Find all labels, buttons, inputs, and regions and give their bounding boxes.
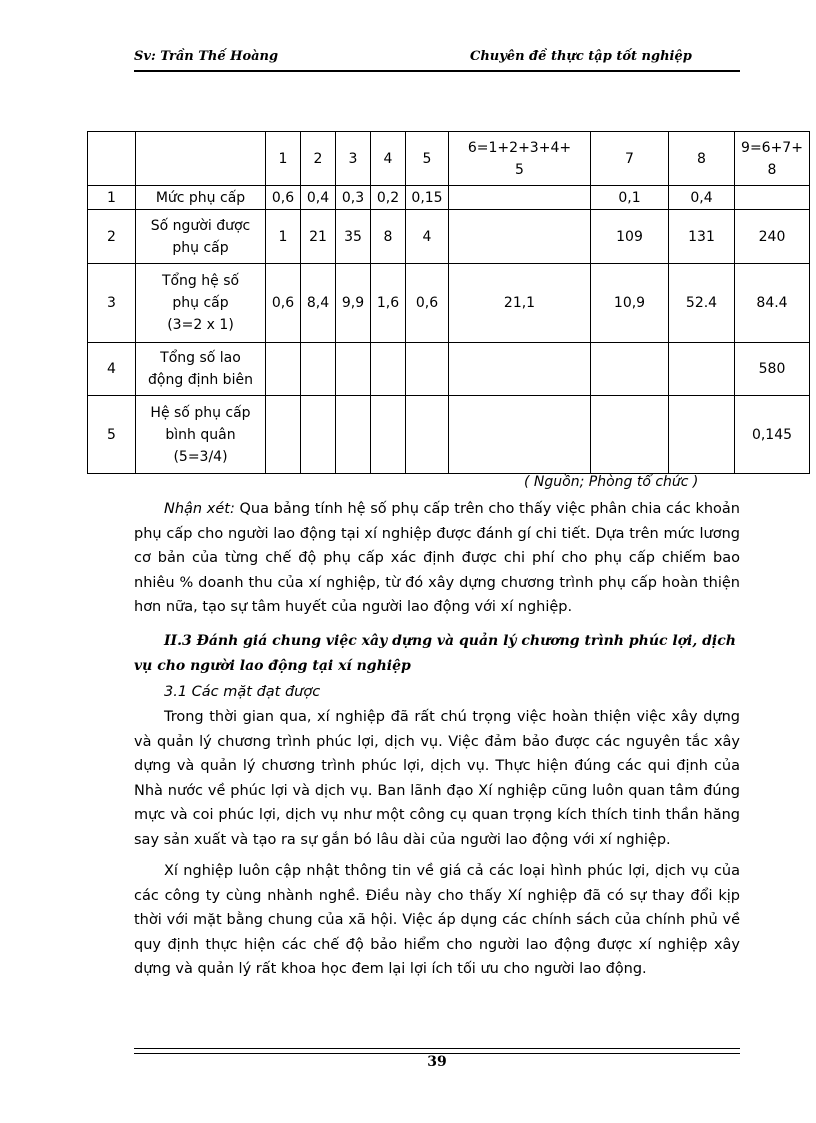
table-cell (136, 132, 266, 186)
table-cell (591, 343, 669, 396)
document-type: Chuyên đề thực tập tốt nghiệp (470, 49, 692, 64)
body-paragraph: Trong thời gian qua, xí nghiệp đã rất chú trọng việc hoàn thiện việc xây dựng và quản lý chương trình phúc lợi, dịch vụ. Việc đảm bảo được các nguyên tắc xây dựng và quản lý chương trình phúc lợi, dịch vụ. Thực hiện đúng các qui định của Nhà nước về phúc lợi và dịch vụ. Ban lãnh đạo Xí nghiệp cũng luôn quan tâm đúng mực và coi phúc lợi, dịch vụ như một công cụ quan trọng kích thích tinh thần hăng say sản xuất và tạo ra sự gắn bó lâu dài của người lao động với xí nghiệp. (134, 709, 740, 848)
table-cell (266, 343, 301, 396)
table-cell (591, 396, 669, 474)
table-cell: 0,6 (266, 186, 301, 210)
table-cell: 7 (591, 132, 669, 186)
student-name: Sv: Trần Thế Hoàng (134, 49, 279, 64)
table-cell: 52.4 (669, 264, 735, 343)
table-cell: 0,1 (591, 186, 669, 210)
table-cell: 109 (591, 210, 669, 264)
table-cell: 0,4 (669, 186, 735, 210)
table-cell: Tổng hệ số phụ cấp (3=2 x 1) (136, 264, 266, 343)
table-cell: 1,6 (371, 264, 406, 343)
table-cell: 3 (88, 264, 136, 343)
table-cell: 5 (88, 396, 136, 474)
table-cell: 8 (669, 132, 735, 186)
body-paragraph: Xí nghiệp luôn cập nhật thông tin về giá cả các loại hình phúc lợi, dịch vụ của các công ty cùng nhành nghề. Điều này cho thấy Xí nghiệp đã có sự thay đổi kịp thời với mặt bằng chung của xã hội. Việc áp dụng các chính sách của chính phủ về quy định thực hiện các chế độ bảo hiểm cho người lao động được xí nghiệp xây dựng và quản lý rất khoa học đem lại lợi ích tối ưu cho người lao động. (134, 863, 740, 977)
table-cell (449, 186, 591, 210)
table-cell: 1 (88, 186, 136, 210)
table-cell: Hệ số phụ cấp bình quân (5=3/4) (136, 396, 266, 474)
section-heading: II.3 Đánh giá chung việc xây dựng và quản lý chương trình phúc lợi, dịch vụ cho người lao động tại xí nghiệp (134, 633, 736, 674)
table-row (88, 210, 810, 264)
table-cell: 3 (336, 132, 371, 186)
table-cell (449, 396, 591, 474)
table-cell: Số người được phụ cấp (136, 210, 266, 264)
table-cell: 4 (371, 132, 406, 186)
table-cell (449, 210, 591, 264)
table-row (88, 264, 810, 343)
table-cell: 0,2 (371, 186, 406, 210)
table-cell (336, 343, 371, 396)
page-number: 39 (427, 1054, 447, 1070)
allowance-table (87, 131, 810, 474)
table-cell (669, 343, 735, 396)
table-cell: 10,9 (591, 264, 669, 343)
table-cell: 240 (735, 210, 810, 264)
remark-paragraph (134, 497, 740, 620)
table-cell: 9,9 (336, 264, 371, 343)
table-cell (266, 396, 301, 474)
table-cell (301, 396, 336, 474)
table-cell (735, 186, 810, 210)
table-cell: 2 (88, 210, 136, 264)
table-cell: 0,6 (406, 264, 449, 343)
table-cell (88, 132, 136, 186)
table-cell: 5 (406, 132, 449, 186)
table-cell: 0,145 (735, 396, 810, 474)
table-cell (449, 343, 591, 396)
table-cell: 8 (371, 210, 406, 264)
table-cell (371, 396, 406, 474)
subsection-heading: 3.1 Các mặt đạt được (164, 684, 321, 700)
table-cell: 1 (266, 132, 301, 186)
table-cell: 580 (735, 343, 810, 396)
table-cell (406, 396, 449, 474)
remark-text: Qua bảng tính hệ số phụ cấp trên cho thấy việc phân chia các khoản phụ cấp cho người lao động tại xí nghiệp được đánh gí chi tiết. Dựa trên mức lương cơ bản của từng chế độ phụ cấp xác định được chi phí cho phụ cấp chiếm bao nhiêu % doanh thu của xí nghiệp, từ đó xây dựng chương trình phụ cấp hoàn thiện hơn nữa, tạo sự tâm huyết của người lao động với xí nghiệp. (134, 501, 740, 615)
table-cell: 9=6+7+ 8 (735, 132, 810, 186)
remark-label: Nhận xét: (164, 501, 235, 517)
table-cell: 2 (301, 132, 336, 186)
table-cell (301, 343, 336, 396)
table-row (88, 186, 810, 210)
page-header (134, 46, 740, 72)
table-cell: 1 (266, 210, 301, 264)
table-cell: 6=1+2+3+4+ 5 (449, 132, 591, 186)
table-cell: 35 (336, 210, 371, 264)
table-cell: Mức phụ cấp (136, 186, 266, 210)
table-cell: 84.4 (735, 264, 810, 343)
table-row (88, 343, 810, 396)
table-cell: 21,1 (449, 264, 591, 343)
table-cell: 4 (88, 343, 136, 396)
table-cell: 21 (301, 210, 336, 264)
table-source-note: ( Nguồn; Phòng tổ chức ) (524, 474, 699, 490)
table-header-row (88, 132, 810, 186)
table-cell: 4 (406, 210, 449, 264)
table-cell: 0,3 (336, 186, 371, 210)
table-cell: 8,4 (301, 264, 336, 343)
table-row (88, 396, 810, 474)
table-cell: 131 (669, 210, 735, 264)
table-cell (336, 396, 371, 474)
table-cell: 0,15 (406, 186, 449, 210)
table-cell: Tổng số lao động định biên (136, 343, 266, 396)
table-cell: 0,6 (266, 264, 301, 343)
table-cell (371, 343, 406, 396)
table-cell (406, 343, 449, 396)
table-cell: 0,4 (301, 186, 336, 210)
table-cell (669, 396, 735, 474)
